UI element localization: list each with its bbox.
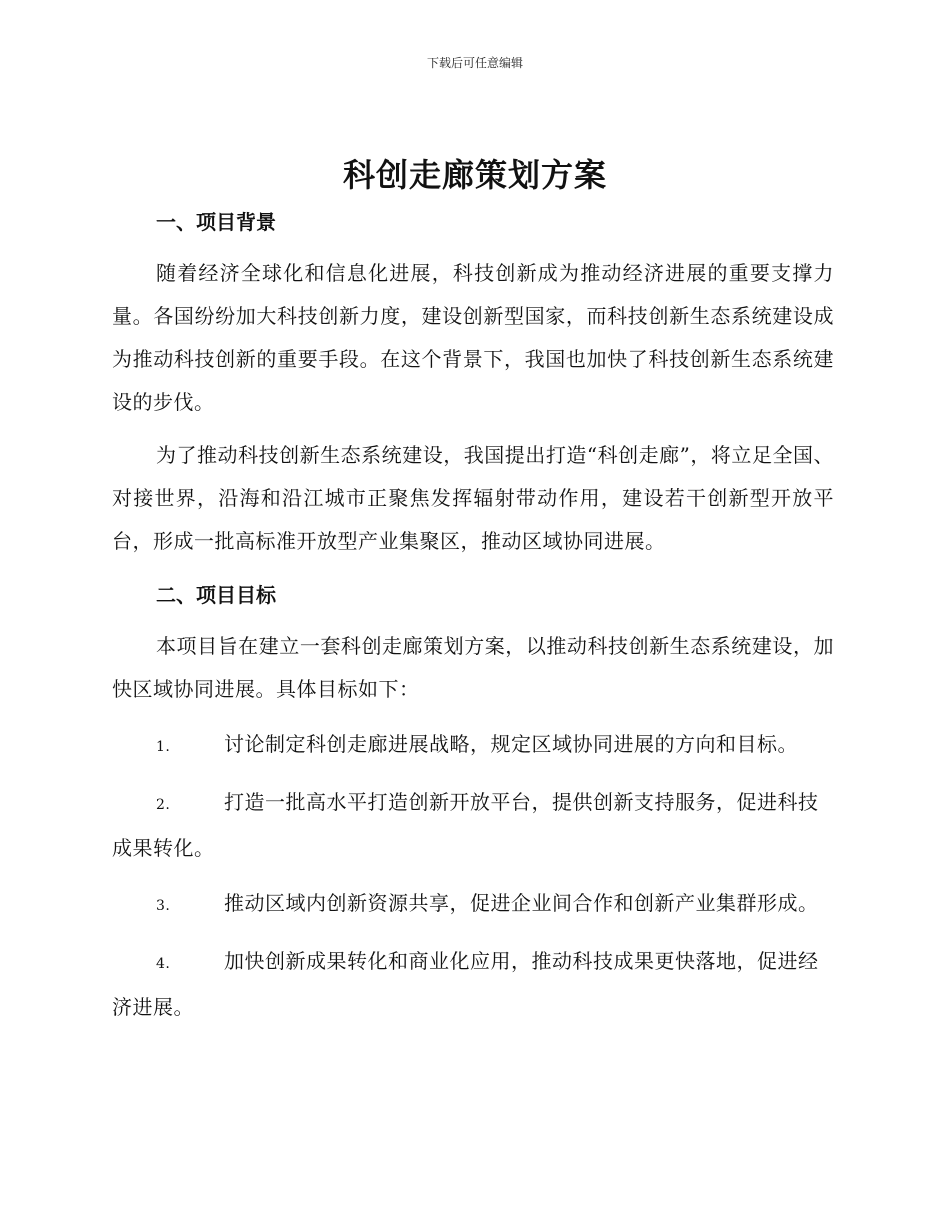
paragraph: 本项目旨在建立一套科创走廊策划方案，以推动科技创新生态系统建设，加快区域协同进展。具体目标如下： [112,634,834,701]
document-title: 科创走廊策划方案 [342,156,607,194]
header-note: 下载后可任意编辑 [426,56,523,70]
list-item [112,882,834,928]
list-item [112,940,834,1029]
document-body [112,200,834,1041]
list-number: 4. [156,956,171,972]
section-heading-goals: 二、项目目标 [156,583,276,607]
paragraph: 随着经济全球化和信息化进展，科技创新成为推动经济进展的重要支撑力量。各国纷纷加大科技创新力度，建设创新型国家，而科技创新生态系统建设成为推动科技创新的重要手段。在这个背景下，我国也加快了科技创新生态系统建设的步伐。 [112,261,834,414]
list-item-text: 打造一批高水平打造创新开放平台，提供创新支持服务，促进科技成果转化。 [112,790,819,860]
list-item [112,723,834,769]
list-number: 1. [156,739,171,755]
section-heading-background: 一、项目背景 [156,210,276,234]
list-number: 3. [156,898,171,914]
paragraph: 为了推动科技创新生态系统建设，我国提出打造“科创走廊”，将立足全国、对接世界，沿海和沿江城市正聚焦发挥辐射带动作用，建设若干创新型开放平台，形成一批高标准开放型产业集聚区，推动区域协同进展。 [112,443,834,553]
list-item-text: 推动区域内创新资源共享，促进企业间合作和创新产业集群形成。 [224,891,819,915]
list-item-text: 加快创新成果转化和商业化应用，推动科技成果更快落地，促进经济进展。 [112,949,819,1019]
list-item-text: 讨论制定科创走廊进展战略，规定区域协同进展的方向和目标。 [224,732,798,756]
list-item [112,781,834,870]
list-number: 2. [156,797,171,813]
